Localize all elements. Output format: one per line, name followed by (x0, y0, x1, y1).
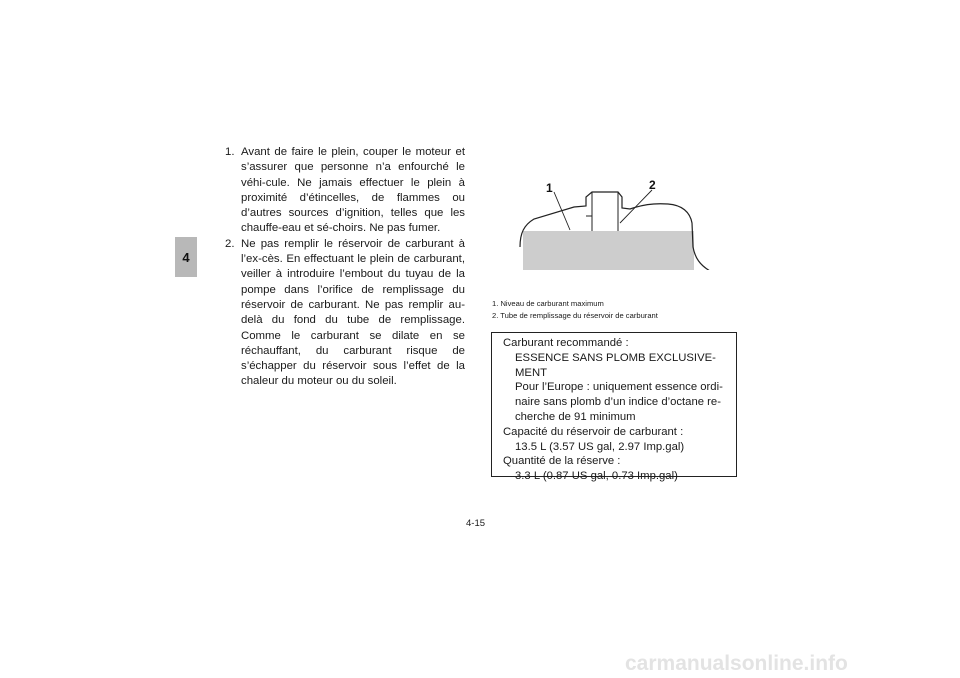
instruction-list (225, 145, 465, 390)
instruction-text: Avant de faire le plein, couper le moteur et s’assurer que personne n’a enfourché le véhi-cule. Ne jamais effectuer le plein à proximité d’étincelles, de flammes ou d’autres sources d’ignition, telles que les chauffe-eau et sé-choirs. Ne pas fumer. (241, 146, 465, 235)
callout-1-label: 1 (546, 181, 553, 195)
reserve-value: 3.3 L (0.87 US gal, 0.73 Imp.gal) (515, 470, 678, 483)
fuel-value: cherche de 91 minimum (515, 410, 636, 423)
instruction-item (225, 145, 465, 237)
figure-captions (492, 298, 658, 322)
instruction-number: 1. (225, 146, 235, 158)
chapter-number: 4 (182, 249, 190, 265)
fuel-tank-illustration (518, 175, 714, 270)
fuel-value: ESSENCE SANS PLOMB EXCLUSIVE- (515, 351, 716, 364)
caption-item: 1. Niveau de carburant maximum (492, 299, 604, 308)
fuel-value: Pour l’Europe : uniquement essence ordi- (515, 381, 723, 394)
callout-2-label: 2 (649, 178, 656, 192)
instruction-number: 2. (225, 237, 235, 250)
chapter-tab (175, 237, 197, 277)
callout-2-leader (620, 190, 652, 223)
capacity-label: Capacité du réservoir de carburant : (503, 425, 684, 438)
fuel-spec-box (491, 332, 737, 483)
fuel-value: MENT (515, 366, 548, 379)
watermark-text: carmanualsonline.info (625, 652, 848, 675)
instruction-text: Ne pas remplir le réservoir de carburant à l’ex-cès. En effectuant le plein de carburant, veiller à introduire l’embout du tuyau de la pompe dans l’orifice de remplissage du réservoir de carburant. Ne pas remplir au-delà du fond du tube de remplissage. Comme le carburant se dilate en se réchauffant, du carburant risque de s’échapper du réservoir sous l’effet de la chaleur du moteur ou du soleil. (241, 237, 465, 388)
page-number: 4-15 (466, 518, 486, 529)
caption-item: 2. Tube de remplissage du réservoir de carburant (492, 310, 658, 320)
instruction-item (225, 237, 465, 390)
fuel-label: Carburant recommandé : (503, 337, 629, 349)
callout-1-leader (554, 192, 570, 230)
fuel-level-fill (523, 231, 694, 270)
capacity-value: 13.5 L (3.57 US gal, 2.97 Imp.gal) (515, 440, 685, 453)
reserve-label: Quantité de la réserve : (503, 455, 621, 468)
fuel-value: naire sans plomb d’un indice d’octane re- (515, 396, 721, 409)
